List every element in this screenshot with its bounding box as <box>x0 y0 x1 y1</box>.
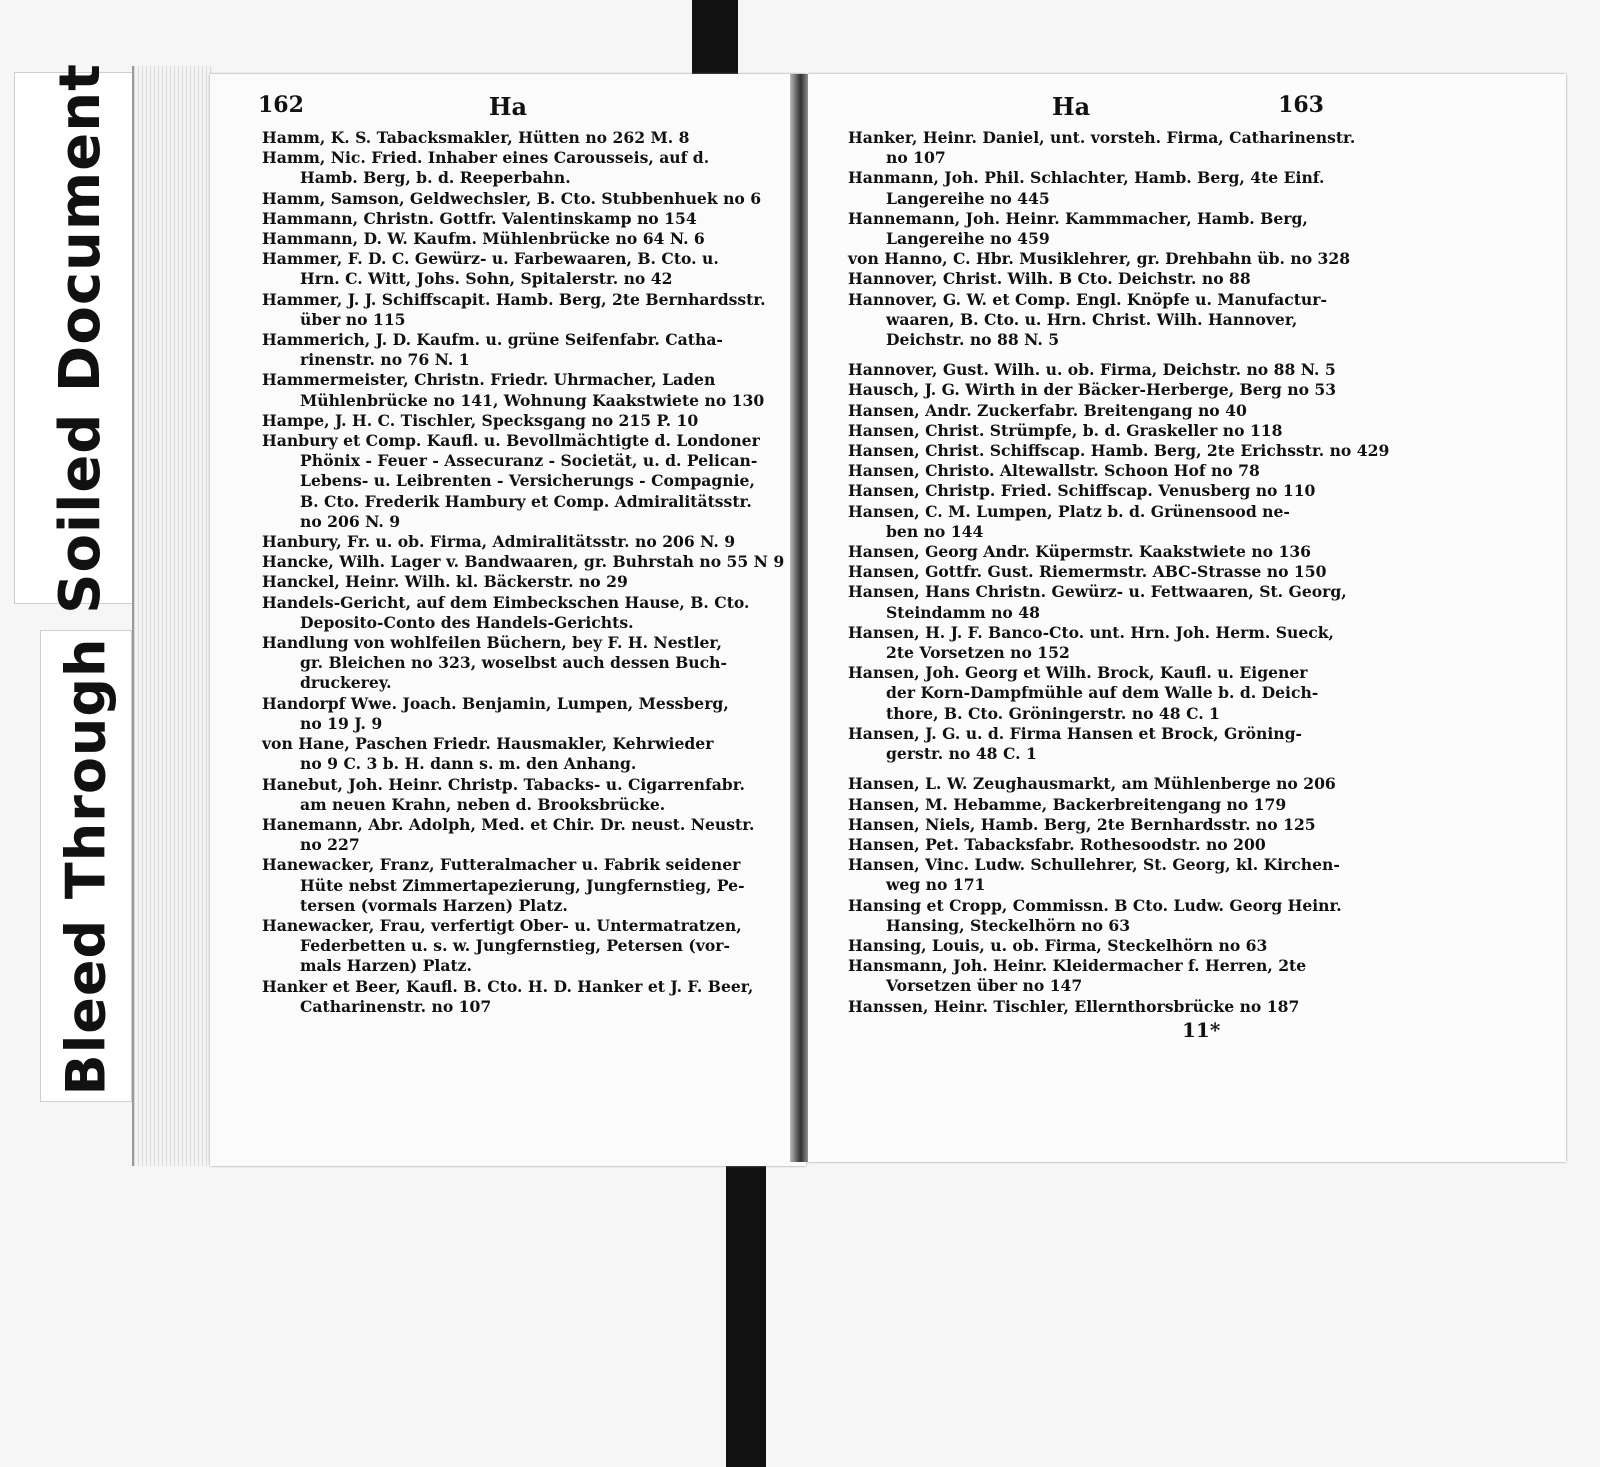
signature-mark: 11* <box>1182 1018 1221 1042</box>
directory-entry <box>262 370 782 410</box>
entry-line: Hansen, H. J. F. Banco-Cto. unt. Hrn. Joh. Herm. Sueck, <box>848 622 1334 642</box>
entry-line: Hammann, D. W. Kaufm. Mühlenbrücke no 64 N. 6 <box>262 229 705 249</box>
left-page-header <box>210 92 806 126</box>
directory-entry <box>848 936 1534 956</box>
entry-line: Hanckel, Heinr. Wilh. kl. Bäckerstr. no 29 <box>262 572 628 592</box>
entry-line: Hammer, J. J. Schiffscapit. Hamb. Berg, 2te Bernhardsstr. <box>262 289 766 309</box>
left-section-heading: Ha <box>488 92 528 121</box>
page-edges <box>132 66 214 1166</box>
entry-continuation-line: Federbetten u. s. w. Jungfernstieg, Petersen (vor- <box>300 936 730 956</box>
entry-continuation-line: no 227 <box>300 835 360 855</box>
directory-entry <box>262 572 782 592</box>
directory-entry <box>848 441 1534 461</box>
entry-continuation-line: der Korn-Dampfmühle auf dem Walle b. d. Deich- <box>886 683 1319 703</box>
directory-entry <box>262 249 782 289</box>
entry-continuation-line: druckerey. <box>300 673 392 693</box>
entry-line: Hannemann, Joh. Heinr. Kammmacher, Hamb. Berg, <box>848 208 1308 228</box>
directory-entry <box>848 249 1534 269</box>
entry-continuation-line: Lebens- u. Leibrenten - Versicherungs - Compagnie, <box>300 471 755 491</box>
entry-continuation-line: Langereihe no 445 <box>886 188 1050 208</box>
entry-continuation-line: Hamb. Berg, b. d. Reeperbahn. <box>300 168 571 188</box>
entry-line: Hansen, Gottfr. Gust. Riemermstr. ABC-Strasse no 150 <box>848 562 1327 582</box>
entry-line: Hansen, Niels, Hamb. Berg, 2te Bernhardsstr. no 125 <box>848 814 1316 834</box>
entry-continuation-line: weg no 171 <box>886 875 986 895</box>
entry-line: Hausch, J. G. Wirth in der Bäcker-Herberge, Berg no 53 <box>848 380 1337 400</box>
directory-entry <box>848 401 1534 421</box>
entry-spacer <box>848 350 1534 360</box>
entry-line: Hamm, K. S. Tabacksmakler, Hütten no 262 M. 8 <box>262 128 690 147</box>
entry-line: Hanker et Beer, Kaufl. B. Cto. H. D. Hanker et J. F. Beer, <box>262 976 754 996</box>
directory-entry <box>262 855 782 916</box>
entry-line: Hansen, L. W. Zeughausmarkt, am Mühlenberge no 206 <box>848 774 1336 794</box>
directory-entry <box>848 542 1534 562</box>
entry-line: Hampe, J. H. C. Tischler, Specksgang no 215 P. 10 <box>262 410 699 430</box>
directory-entry <box>848 582 1534 622</box>
directory-entry <box>848 956 1534 996</box>
directory-entry <box>848 795 1534 815</box>
entry-line: Hanssen, Heinr. Tischler, Ellernthorsbrücke no 187 <box>848 996 1300 1016</box>
entry-line: Hansen, Christ. Strümpfe, b. d. Graskeller no 118 <box>848 420 1283 440</box>
entry-line: Handlung von wohlfeilen Büchern, bey F. H. Nestler, <box>262 633 722 653</box>
directory-entry <box>848 724 1534 764</box>
directory-entry <box>262 189 782 209</box>
entry-continuation-line: waaren, B. Cto. u. Hrn. Christ. Wilh. Hannover, <box>886 309 1298 329</box>
left-page <box>210 74 806 1166</box>
entry-continuation-line: über no 115 <box>300 309 406 329</box>
entry-line: Hannover, Christ. Wilh. B Cto. Deichstr. no 88 <box>848 269 1251 289</box>
entry-line: Hansen, Christ. Schiffscap. Hamb. Berg, 2te Erichsstr. no 429 <box>848 441 1390 461</box>
entry-continuation-line: Deposito-Conto des Handels-Gerichts. <box>300 612 634 632</box>
entry-continuation-line: tersen (vormals Harzen) Platz. <box>300 895 568 915</box>
book-gutter <box>790 74 810 1162</box>
entry-line: Handels-Gericht, auf dem Eimbeckschen Hause, B. Cto. <box>262 592 750 612</box>
directory-entry <box>262 411 782 431</box>
entry-line: Hansen, M. Hebamme, Backerbreitengang no 179 <box>848 794 1287 814</box>
entry-continuation-line: 2te Vorsetzen no 152 <box>886 643 1070 663</box>
binding-strip-top <box>692 0 738 76</box>
directory-entry <box>848 997 1534 1017</box>
entry-continuation-line: ben no 144 <box>886 521 984 541</box>
entry-line: Hansen, Christo. Altewallstr. Schoon Hof no 78 <box>848 461 1260 481</box>
entry-continuation-line: Langereihe no 459 <box>886 229 1050 249</box>
entry-continuation-line: no 19 J. 9 <box>300 713 383 733</box>
entry-line: Hansen, Andr. Zuckerfabr. Breitengang no 40 <box>848 400 1247 420</box>
directory-entry <box>848 663 1534 724</box>
right-entry-list <box>848 128 1534 1017</box>
entry-line: Hannover, G. W. et Comp. Engl. Knöpfe u. Manufactur- <box>848 289 1327 309</box>
entry-continuation-line: Deichstr. no 88 N. 5 <box>886 330 1060 350</box>
entry-line: Hammermeister, Christn. Friedr. Uhrmacher, Laden <box>262 370 716 390</box>
entry-line: Hamm, Nic. Fried. Inhaber eines Carousseis, auf d. <box>262 148 710 168</box>
entry-continuation-line: Mühlenbrücke no 141, Wohnung Kaakstwiete no 130 <box>300 390 765 410</box>
directory-entry <box>262 916 782 977</box>
entry-line: Hanemann, Abr. Adolph, Med. et Chir. Dr. neust. Neustr. <box>262 814 755 834</box>
directory-entry <box>262 593 782 633</box>
entry-line: Hansing et Cropp, Commissn. B Cto. Ludw. Georg Heinr. <box>848 895 1342 915</box>
left-entry-list <box>262 128 785 1017</box>
entry-continuation-line: rinenstr. no 76 N. 1 <box>300 350 470 370</box>
entry-continuation-line: no 9 C. 3 b. H. dann s. m. den Anhang. <box>300 754 637 774</box>
entry-line: Hansen, Pet. Tabacksfabr. Rothesoodstr. no 200 <box>848 834 1266 854</box>
entry-continuation-line: Steindamm no 48 <box>886 602 1040 622</box>
soiled-document-text: Soiled Document <box>47 62 113 614</box>
entry-continuation-line: am neuen Krahn, neben d. Brooksbrücke. <box>300 794 666 814</box>
directory-entry <box>848 502 1534 542</box>
directory-entry <box>262 694 782 734</box>
entry-continuation-line: gerstr. no 48 C. 1 <box>886 744 1037 764</box>
right-page <box>808 74 1566 1162</box>
directory-entry <box>848 168 1534 208</box>
entry-line: Hansing, Louis, u. ob. Firma, Steckelhörn no 63 <box>848 935 1268 955</box>
entry-continuation-line: Hansing, Steckelhörn no 63 <box>886 915 1131 935</box>
entry-line: Hanker, Heinr. Daniel, unt. vorsteh. Firma, Catharinenstr. <box>848 128 1356 147</box>
directory-entry <box>262 977 782 1017</box>
bleed-through-text: Bleed Through <box>54 637 118 1095</box>
entry-line: Hansen, Joh. Georg et Wilh. Brock, Kaufl. u. Eigener <box>848 663 1308 683</box>
right-page-number: 163 <box>1278 92 1324 118</box>
entry-line: Hanbury, Fr. u. ob. Firma, Admiralitätsstr. no 206 N. 9 <box>262 532 736 552</box>
directory-entry <box>848 896 1534 936</box>
entry-line: Hanewacker, Frau, verfertigt Ober- u. Untermatratzen, <box>262 915 742 935</box>
directory-entry <box>848 128 1534 168</box>
entry-line: Hammann, Christn. Gottfr. Valentinskamp no 154 <box>262 208 697 228</box>
entry-continuation-line: B. Cto. Frederik Hambury et Comp. Admiralitätsstr. <box>300 491 752 511</box>
entry-spacer <box>848 764 1534 774</box>
right-page-header <box>808 92 1566 126</box>
directory-entry <box>848 481 1534 501</box>
entry-line: Hanebut, Joh. Heinr. Christp. Tabacks- u. Cigarrenfabr. <box>262 774 745 794</box>
directory-entry <box>262 128 782 148</box>
entry-line: Hammerich, J. D. Kaufm. u. grüne Seifenfabr. Catha- <box>262 330 723 350</box>
soiled-document-label <box>14 62 146 614</box>
directory-entry <box>262 229 782 249</box>
entry-continuation-line: no 206 N. 9 <box>300 511 401 531</box>
entry-line: Hansen, Hans Christn. Gewürz- u. Fettwaaren, St. Georg, <box>848 582 1347 602</box>
entry-line: von Hanno, C. Hbr. Musiklehrer, gr. Drehbahn üb. no 328 <box>848 249 1351 269</box>
entry-continuation-line: Hrn. C. Witt, Johs. Sohn, Spitalerstr. no 42 <box>300 269 673 289</box>
entry-continuation-line: Vorsetzen über no 147 <box>886 976 1083 996</box>
entry-continuation-line: thore, B. Cto. Gröningerstr. no 48 C. 1 <box>886 703 1220 723</box>
entry-line: Hanewacker, Franz, Futteralmacher u. Fabrik seidener <box>262 855 741 875</box>
entry-continuation-line: Catharinenstr. no 107 <box>300 996 492 1016</box>
directory-entry <box>848 623 1534 663</box>
entry-line: Hansen, C. M. Lumpen, Platz b. d. Grünensood ne- <box>848 501 1290 521</box>
right-section-heading: Ha <box>1052 92 1091 121</box>
entry-continuation-line: Hüte nebst Zimmertapezierung, Jungfernstieg, Pe- <box>300 875 745 895</box>
directory-entry <box>848 209 1534 249</box>
directory-entry <box>262 290 782 330</box>
directory-entry <box>848 380 1534 400</box>
entry-line: Hansmann, Joh. Heinr. Kleidermacher f. Herren, 2te <box>848 956 1307 976</box>
entry-line: von Hane, Paschen Friedr. Hausmakler, Kehrwieder <box>262 734 714 754</box>
directory-entry <box>848 461 1534 481</box>
directory-entry <box>848 815 1534 835</box>
directory-entry <box>262 148 782 188</box>
binding-strip-bottom <box>726 1150 766 1467</box>
entry-line: Hammer, F. D. C. Gewürz- u. Farbewaaren, B. Cto. u. <box>262 249 719 269</box>
directory-entry <box>262 775 782 815</box>
directory-entry <box>848 421 1534 441</box>
directory-entry <box>848 290 1534 351</box>
entry-line: Hanmann, Joh. Phil. Schlachter, Hamb. Berg, 4te Einf. <box>848 168 1325 188</box>
directory-entry <box>848 360 1534 380</box>
entry-continuation-line: gr. Bleichen no 323, woselbst auch dessen Buch- <box>300 653 727 673</box>
directory-entry <box>262 431 782 532</box>
directory-entry <box>262 532 782 552</box>
entry-line: Hansen, Georg Andr. Küpermstr. Kaakstwiete no 136 <box>848 542 1312 562</box>
directory-entry <box>848 835 1534 855</box>
entry-line: Hanbury et Comp. Kaufl. u. Bevollmächtigte d. Londoner <box>262 431 760 451</box>
directory-entry <box>262 633 782 694</box>
entry-line: Hamm, Samson, Geldwechsler, B. Cto. Stubbenhuek no 6 <box>262 188 762 208</box>
directory-entry <box>262 815 782 855</box>
entry-line: Hansen, J. G. u. d. Firma Hansen et Brock, Gröning- <box>848 723 1302 743</box>
directory-entry <box>262 734 782 774</box>
entry-line: Hancke, Wilh. Lager v. Bandwaaren, gr. Buhrstah no 55 N 9 <box>262 552 785 572</box>
bleed-through-label <box>40 630 132 1102</box>
entry-continuation-line: Phönix - Feuer - Assecuranz - Societät, u. d. Pelican- <box>300 451 758 471</box>
directory-entry <box>848 269 1534 289</box>
entry-continuation-line: mals Harzen) Platz. <box>300 956 472 976</box>
entry-line: Hannover, Gust. Wilh. u. ob. Firma, Deichstr. no 88 N. 5 <box>848 360 1336 380</box>
entry-line: Hansen, Christp. Fried. Schiffscap. Venusberg no 110 <box>848 481 1316 501</box>
directory-entry <box>262 330 782 370</box>
left-page-number: 162 <box>258 92 304 118</box>
directory-entry <box>262 209 782 229</box>
entry-line: Hansen, Vinc. Ludw. Schullehrer, St. Georg, kl. Kirchen- <box>848 855 1340 875</box>
directory-entry <box>848 774 1534 794</box>
entry-continuation-line: no 107 <box>886 148 946 168</box>
directory-entry <box>848 855 1534 895</box>
entry-line: Handorpf Wwe. Joach. Benjamin, Lumpen, Messberg, <box>262 693 729 713</box>
directory-entry <box>262 552 785 572</box>
directory-entry <box>848 562 1534 582</box>
